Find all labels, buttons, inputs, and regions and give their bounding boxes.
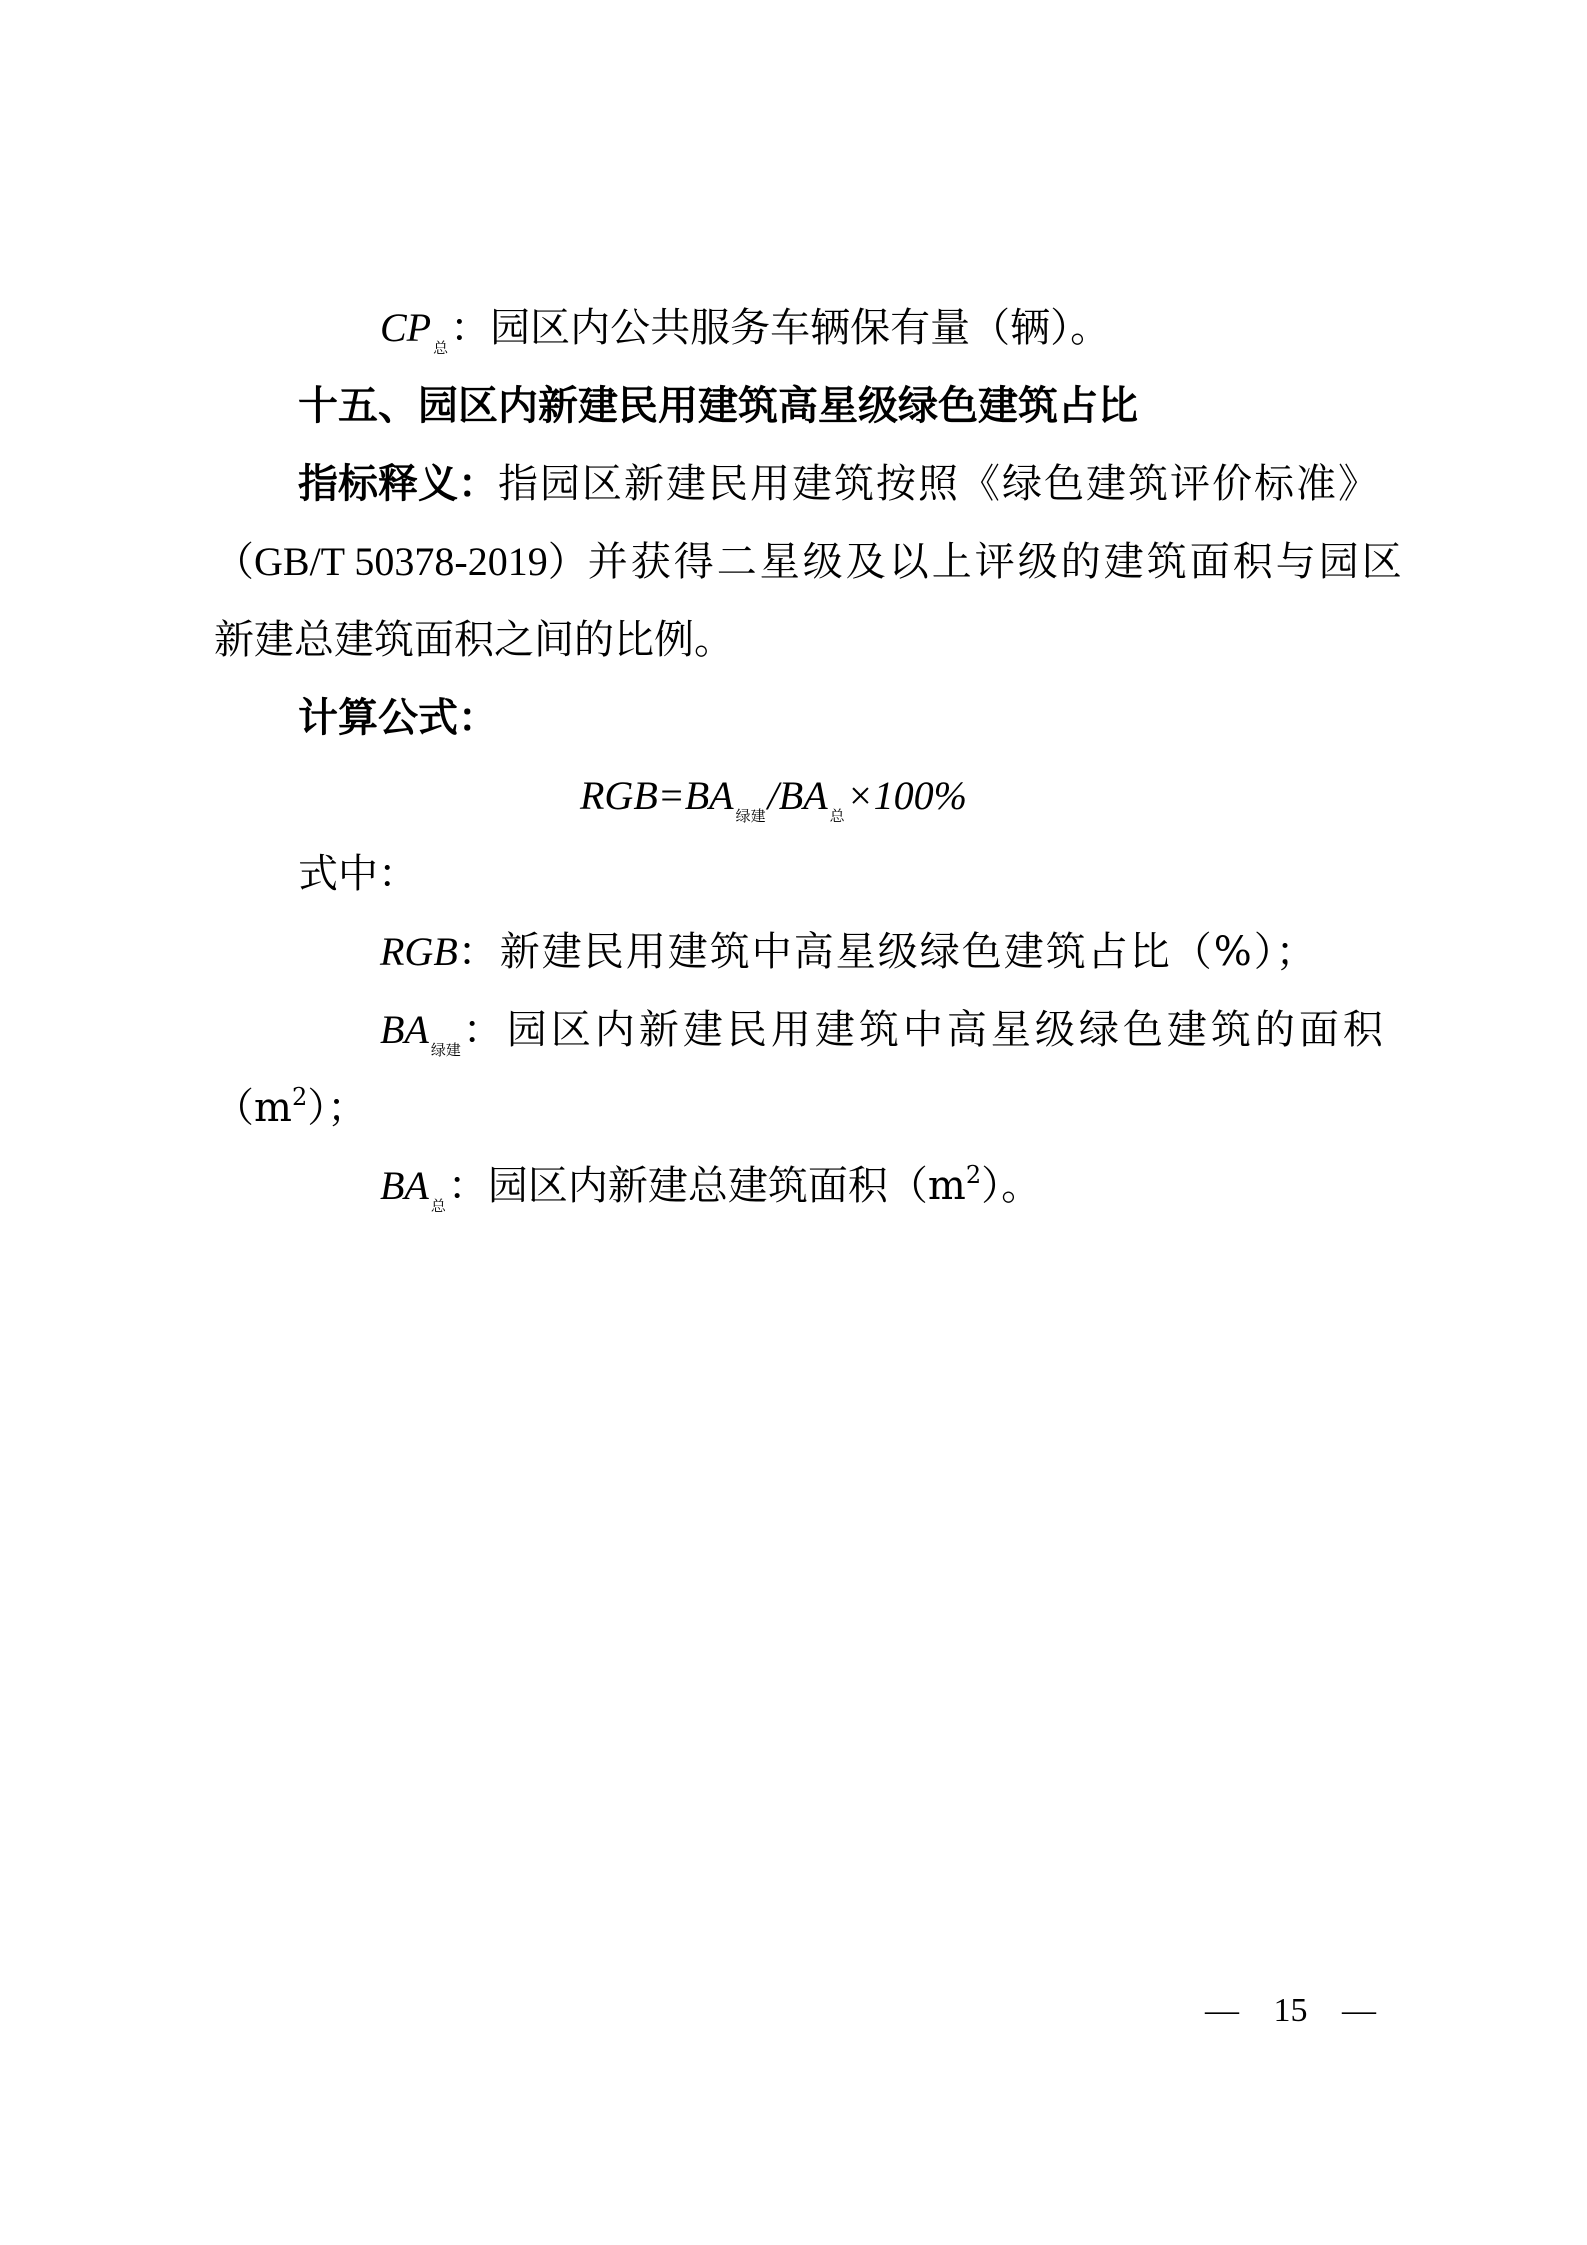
rgb-description: ：新建民用建筑中高星级绿色建筑占比（%）； <box>457 929 1318 975</box>
definition-line-2 <box>214 534 1405 590</box>
formula-rhs: ×100% <box>846 773 967 818</box>
standard-reference: （GB/T 50378-2019） <box>214 539 588 584</box>
footer-dash-left: — <box>1205 1992 1239 2029</box>
ba-green-unit-close: ）； <box>307 1085 368 1131</box>
formula-mid: /BA <box>767 773 828 818</box>
rgb-variable: RGB <box>380 929 458 974</box>
definition-line-3: 新建总建筑面积之间的比例。 <box>214 617 734 663</box>
ba-total-close: ）。 <box>981 1163 1042 1209</box>
cp-definition-line <box>380 300 1110 364</box>
page-number: 15 <box>1273 1992 1308 2029</box>
formula-subscript-green: 绿建 <box>735 807 766 825</box>
ba-green-definition-line <box>380 1002 1387 1066</box>
formula-label: 计算公式： <box>298 695 498 741</box>
definition-line-1 <box>298 456 1388 512</box>
ba-total-unit-sup: 2 <box>965 1161 982 1189</box>
rgb-definition-line <box>380 924 1318 980</box>
ba-green-variable: BA <box>380 1007 429 1052</box>
where-label: 式中： <box>298 851 418 897</box>
ba-green-unit-sup: 2 <box>291 1083 308 1111</box>
formula-subscript-total: 总 <box>829 807 845 825</box>
cp-description: ：园区内公共服务车辆保有量（辆）。 <box>450 305 1111 351</box>
ba-green-description: ：园区内新建民用建筑中高星级绿色建筑的面积 <box>462 1007 1387 1053</box>
footer-dash-right: — <box>1342 1992 1376 2029</box>
cp-variable: CP <box>380 305 432 350</box>
ba-green-unit-line <box>214 1080 367 1141</box>
ba-total-variable: BA <box>380 1163 429 1208</box>
ba-total-description: ：园区内新建总建筑面积（m <box>447 1163 966 1209</box>
section-heading: 十五、园区内新建民用建筑高星级绿色建筑占比 <box>298 383 1138 429</box>
definition-text-2: 并获得二星级及以上评级的建筑面积与园区 <box>587 539 1405 585</box>
ba-total-definition-line <box>380 1158 1041 1222</box>
cp-subscript: 总 <box>433 339 449 357</box>
ba-green-unit-open: （m <box>214 1085 292 1131</box>
formula-lhs: RGB=BA <box>580 773 734 818</box>
ba-green-subscript: 绿建 <box>430 1041 461 1059</box>
definition-label: 指标释义： <box>298 461 498 507</box>
page-footer <box>1205 1992 1376 2030</box>
ba-total-subscript: 总 <box>430 1197 446 1215</box>
definition-text-1: 指园区新建民用建筑按照《绿色建筑评价标准》 <box>498 461 1380 507</box>
formula <box>580 768 967 832</box>
